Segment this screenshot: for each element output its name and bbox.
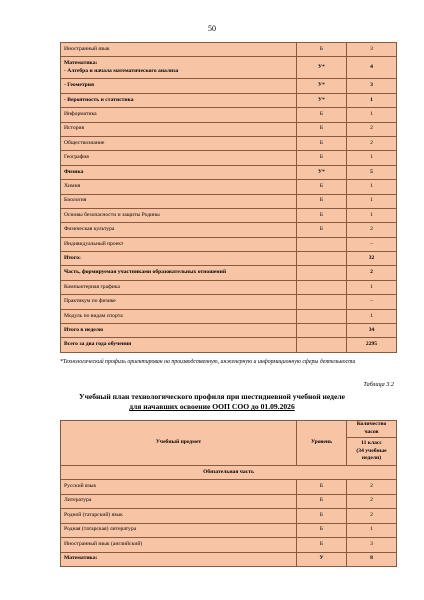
hours-cell: 3 bbox=[347, 43, 397, 57]
table-caption: Таблица 3.2 bbox=[363, 381, 394, 388]
table-row bbox=[61, 165, 397, 179]
level-cell: Б bbox=[297, 509, 347, 524]
table-row bbox=[61, 208, 397, 222]
table-row bbox=[61, 552, 397, 567]
subject-cell: Биология bbox=[61, 194, 297, 208]
table-row bbox=[61, 523, 397, 538]
hours-cell: 1 bbox=[347, 194, 397, 208]
header-hours: Количество часов bbox=[347, 421, 397, 438]
hours-cell: 2 bbox=[347, 223, 397, 237]
level-cell: Б bbox=[297, 494, 347, 509]
subject-cell: Модуль по видам спорта bbox=[61, 309, 297, 323]
hours-cell: 4 bbox=[347, 57, 397, 79]
subject-cell: Родная (татарская) литература bbox=[61, 523, 297, 538]
curriculum-table-continued bbox=[60, 42, 397, 353]
table-row bbox=[61, 57, 397, 79]
hours-cell: 1 bbox=[347, 108, 397, 122]
table-row bbox=[61, 194, 397, 208]
subject-cell: Обществознание bbox=[61, 136, 297, 150]
subject-cell: Компьютерная графика bbox=[61, 280, 297, 294]
hours-cell: 8 bbox=[347, 552, 397, 567]
hours-cell: 1 bbox=[347, 309, 397, 323]
hours-cell: – bbox=[347, 237, 397, 251]
level-cell bbox=[297, 252, 347, 266]
subject-cell: Итого: bbox=[61, 252, 297, 266]
table-row bbox=[61, 538, 397, 553]
table-row bbox=[61, 151, 397, 165]
table-row bbox=[61, 324, 397, 338]
table-row bbox=[61, 509, 397, 524]
table-row bbox=[61, 136, 397, 150]
hours-cell: 3 bbox=[347, 538, 397, 553]
table-row bbox=[61, 252, 397, 266]
level-cell: Б bbox=[297, 108, 347, 122]
level-cell: Б bbox=[297, 136, 347, 150]
subject-cell: Химия bbox=[61, 180, 297, 194]
subject-cell: - Геометрия bbox=[61, 79, 297, 93]
section-mandatory: Обязательная часть bbox=[61, 466, 397, 480]
hours-cell: 2295 bbox=[347, 338, 397, 352]
level-cell: Б bbox=[297, 538, 347, 553]
subject-cell: Часть, формируемая участниками образовательных отношений bbox=[61, 266, 297, 280]
hours-cell: 1 bbox=[347, 93, 397, 107]
level-cell bbox=[297, 237, 347, 251]
footnote: *Технологический профиль ориентирован на производственную, инженерную и информационную сферы деятельности bbox=[60, 359, 356, 365]
level-cell bbox=[297, 338, 347, 352]
subject-cell: Литература bbox=[61, 494, 297, 509]
subject-cell: Математика: - Алгебра и начала математического анализа bbox=[61, 57, 297, 79]
header-class: 11 класс (34 учебные недели) bbox=[347, 438, 397, 466]
header-level: Уровень bbox=[297, 421, 347, 466]
curriculum-table-3-2 bbox=[60, 420, 397, 567]
level-cell: Б bbox=[297, 208, 347, 222]
subject-cell: Информатика bbox=[61, 108, 297, 122]
hours-cell: 1 bbox=[347, 180, 397, 194]
hours-cell: 1 bbox=[347, 208, 397, 222]
hours-cell: 2 bbox=[347, 136, 397, 150]
subject-cell: Родной (татарский) язык bbox=[61, 509, 297, 524]
level-cell: Б bbox=[297, 523, 347, 538]
level-cell: Б bbox=[297, 180, 347, 194]
level-cell: У* bbox=[297, 79, 347, 93]
header-subject: Учебный предмет bbox=[61, 421, 297, 466]
table-row bbox=[61, 338, 397, 352]
table-title-line-1: Учебный план технологического профиля при шестидневной учебной неделе bbox=[79, 392, 345, 401]
level-cell bbox=[297, 266, 347, 280]
subject-cell: Основы безопасности и защиты Родины bbox=[61, 208, 297, 222]
hours-cell: 5 bbox=[347, 165, 397, 179]
hours-cell: 1 bbox=[347, 280, 397, 294]
level-cell: Б bbox=[297, 194, 347, 208]
hours-cell: – bbox=[347, 295, 397, 309]
hours-cell: 2 bbox=[347, 266, 397, 280]
hours-cell: 2 bbox=[347, 480, 397, 495]
table-row bbox=[61, 93, 397, 107]
subject-cell: Практикум по физике bbox=[61, 295, 297, 309]
table-row bbox=[61, 79, 397, 93]
level-cell bbox=[297, 324, 347, 338]
table-row bbox=[61, 108, 397, 122]
subject-cell: География bbox=[61, 151, 297, 165]
level-cell: Б bbox=[297, 223, 347, 237]
table-row bbox=[61, 223, 397, 237]
table-row bbox=[61, 494, 397, 509]
level-cell bbox=[297, 280, 347, 294]
hours-cell: 2 bbox=[347, 509, 397, 524]
table-row bbox=[61, 43, 397, 57]
hours-cell: 32 bbox=[347, 252, 397, 266]
level-cell: У* bbox=[297, 57, 347, 79]
table-row bbox=[61, 266, 397, 280]
level-cell: Б bbox=[297, 480, 347, 495]
hours-cell: 3 bbox=[347, 79, 397, 93]
table-row bbox=[61, 237, 397, 251]
level-cell: Б bbox=[297, 122, 347, 136]
table-row bbox=[61, 122, 397, 136]
table-row bbox=[61, 180, 397, 194]
level-cell: Б bbox=[297, 151, 347, 165]
table-row bbox=[61, 480, 397, 495]
subject-cell: Иностранный язык (английский) bbox=[61, 538, 297, 553]
subject-cell: - Вероятность и статистика bbox=[61, 93, 297, 107]
subject-cell: Физика bbox=[61, 165, 297, 179]
hours-cell: 2 bbox=[347, 122, 397, 136]
table-title bbox=[40, 392, 384, 412]
hours-cell: 2 bbox=[347, 494, 397, 509]
level-cell bbox=[297, 309, 347, 323]
subject-cell: Всего за два года обучения bbox=[61, 338, 297, 352]
level-cell bbox=[297, 295, 347, 309]
page-number: 50 bbox=[208, 24, 216, 33]
hours-cell: 34 bbox=[347, 324, 397, 338]
level-cell: У* bbox=[297, 93, 347, 107]
level-cell: Б bbox=[297, 43, 347, 57]
table-row bbox=[61, 295, 397, 309]
table-row bbox=[61, 309, 397, 323]
subject-cell: Русский язык bbox=[61, 480, 297, 495]
level-cell: У* bbox=[297, 165, 347, 179]
table-title-line-2: для начавших освоение ООП СОО до 01.09.2026 bbox=[129, 401, 295, 411]
subject-cell: Математика: bbox=[61, 552, 297, 567]
subject-cell: История bbox=[61, 122, 297, 136]
subject-cell: Итого в неделю bbox=[61, 324, 297, 338]
table-row bbox=[61, 280, 397, 294]
hours-cell: 1 bbox=[347, 523, 397, 538]
level-cell: У bbox=[297, 552, 347, 567]
hours-cell: 1 bbox=[347, 151, 397, 165]
subject-cell: Иностранный язык bbox=[61, 43, 297, 57]
subject-cell: Физическая культура bbox=[61, 223, 297, 237]
subject-cell: Индивидуальный проект bbox=[61, 237, 297, 251]
